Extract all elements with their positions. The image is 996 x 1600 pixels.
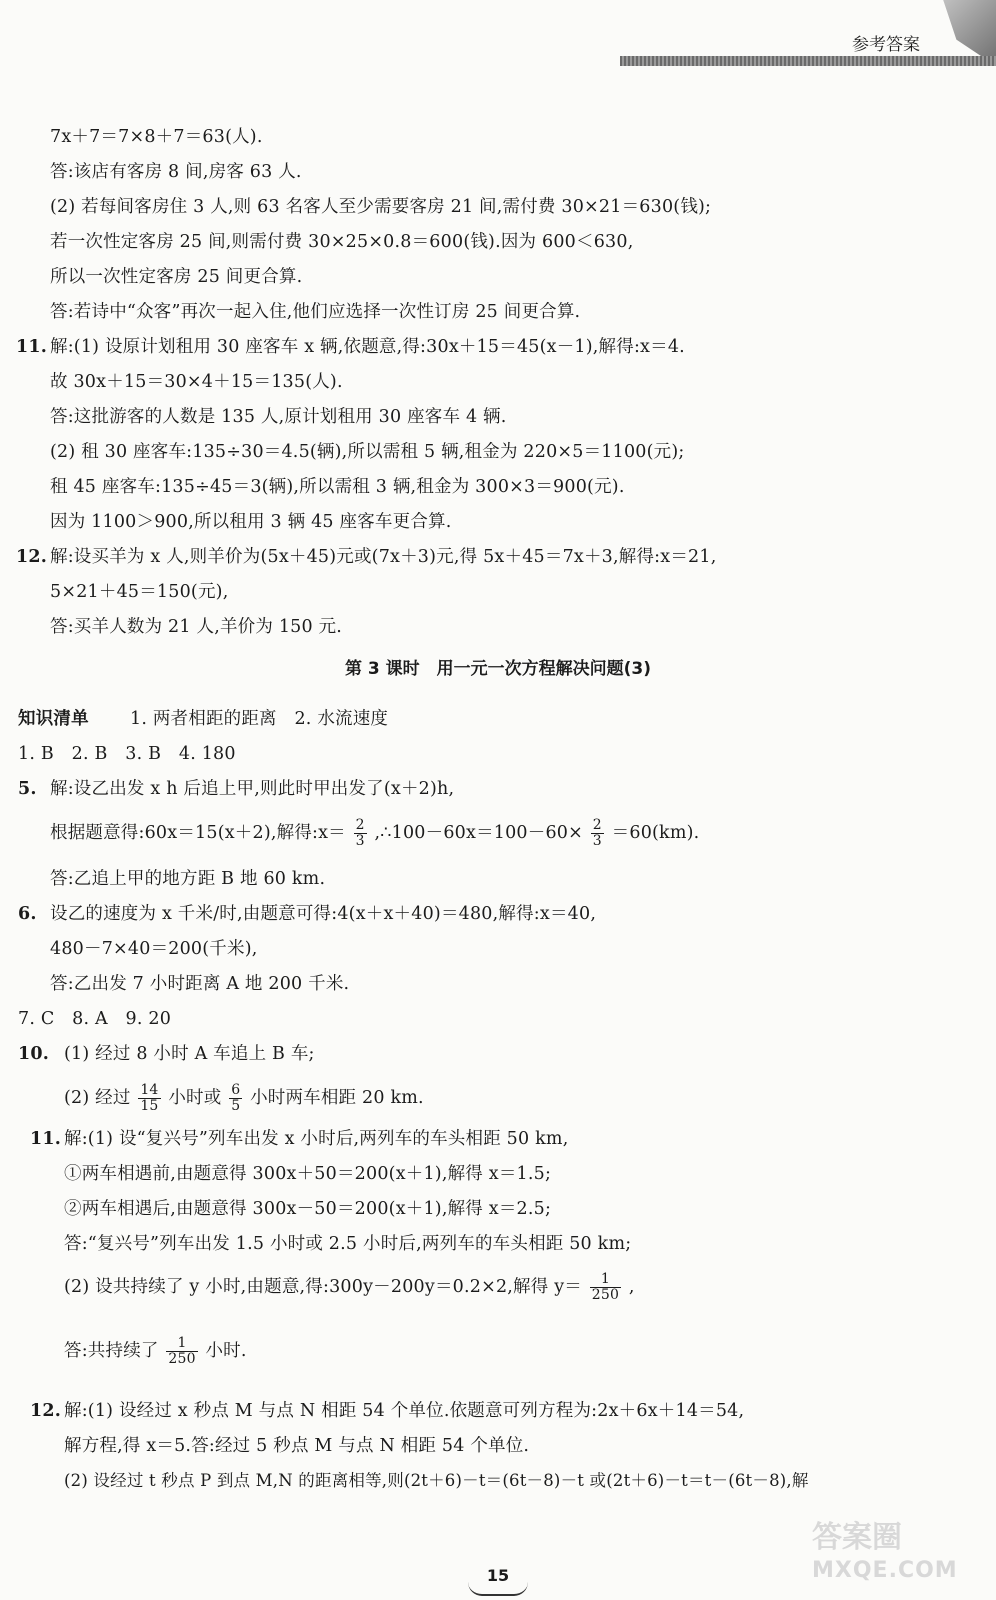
text-line: 解:设买羊为 x 人,则羊价为(5x＋45)元或(7x＋3)元,得 5x＋45＝7x＋3,解得:x＝21, — [50, 547, 717, 567]
fraction-denominator: 5 — [231, 1098, 241, 1114]
question-number: 11. — [30, 1129, 62, 1149]
text-segment: 小时或 — [168, 1088, 222, 1108]
text-segment: , — [628, 1277, 635, 1297]
text-line: (2) 设经过 t 秒点 P 到点 M,N 的距离相等,则(2t＋6)－t＝(6t－8)－t 或(2t＋6)－t＝t－(6t－8),解 — [64, 1471, 809, 1490]
text-line: 答:若诗中“众客”再次一起入住,他们应选择一次性订房 25 间更合算. — [50, 302, 581, 322]
knowledge-list-label: 知识清单 — [18, 709, 89, 729]
text-line: 租 45 座客车:135÷45＝3(辆),所以需租 3 辆,租金为 300×3＝900(元). — [50, 477, 625, 497]
text-line: 1. B 2. B 3. B 4. 180 — [18, 744, 236, 764]
text-line: 答:买羊人数为 21 人,羊价为 150 元. — [50, 617, 343, 637]
text-line-with-fractions — [64, 1083, 424, 1114]
text-segment: 根据题意得:60x＝15(x＋2),解得:x＝ — [50, 823, 346, 843]
fraction-numerator: 2 — [592, 817, 602, 833]
fraction-denominator: 15 — [140, 1098, 159, 1114]
fraction — [138, 1083, 160, 1114]
text-line: (2) 若每间客房住 3 人,则 63 名客人至少需要客房 21 间,需付费 30×21＝630(钱); — [50, 197, 712, 217]
text-line: 答:“复兴号”列车出发 1.5 小时或 2.5 小时后,两列车的车头相距 50 km; — [64, 1234, 632, 1254]
text-segment: ,∴100－60x＝100－60× — [374, 823, 584, 843]
text-segment: 答:共持续了 — [64, 1341, 159, 1361]
text-line: 答:这批游客的人数是 135 人,原计划租用 30 座客车 4 辆. — [50, 407, 507, 427]
text-line: 480－7×40＝200(千米), — [50, 939, 258, 959]
fraction — [591, 818, 604, 849]
text-line: 7. C 8. A 9. 20 — [18, 1009, 172, 1029]
text-line-with-fractions — [64, 1272, 635, 1303]
text-line: ②两车相遇后,由题意得 300x－50＝200(x＋1),解得 x＝2.5; — [64, 1199, 552, 1219]
section-title: 第 3 课时 用一元一次方程解决问题(3) — [344, 659, 652, 679]
text-line: (2) 租 30 座客车:135÷30＝4.5(辆),所以需租 5 辆,租金为 220×5＝1100(元); — [50, 442, 685, 462]
text-line: 答:乙出发 7 小时距离 A 地 200 千米. — [50, 974, 350, 994]
watermark-main: 答案圈 — [812, 1520, 902, 1555]
question-number: 10. — [18, 1044, 50, 1064]
text-line: 答:乙追上甲的地方距 B 地 60 km. — [50, 869, 326, 889]
text-line: 7x＋7＝7×8＋7＝63(人). — [50, 127, 263, 147]
page-number: 15 — [468, 1566, 528, 1596]
text-line: 解:(1) 设“复兴号”列车出发 x 小时后,两列车的车头相距 50 km, — [64, 1129, 569, 1149]
fraction-numerator: 14 — [140, 1082, 159, 1098]
text-line: 解:(1) 设经过 x 秒点 M 与点 N 相距 54 个单位.依题意可列方程为:2x＋6x＋14＝54, — [64, 1401, 745, 1421]
text-line: 故 30x＋15＝30×4＋15＝135(人). — [50, 372, 343, 392]
text-line: (1) 经过 8 小时 A 车追上 B 车; — [64, 1044, 315, 1064]
watermark-url: MXQE.COM — [812, 1558, 958, 1583]
fraction — [354, 818, 367, 849]
question-number: 12. — [30, 1401, 62, 1421]
fraction-denominator: 3 — [355, 833, 365, 849]
fraction-denominator: 250 — [591, 1287, 620, 1303]
watermark-logo — [812, 1518, 958, 1584]
text-line: 解方程,得 x＝5.答:经过 5 秒点 M 与点 N 相距 54 个单位. — [64, 1436, 530, 1456]
text-line: 解:设乙出发 x h 后追上甲,则此时甲出发了(x＋2)h, — [50, 779, 455, 799]
text-line: 解:(1) 设原计划租用 30 座客车 x 辆,依题意,得:30x＋15＝45(x－1),解得:x＝4. — [50, 337, 685, 357]
text-segment: ＝60(km). — [611, 823, 700, 843]
header-bar — [620, 56, 996, 66]
fraction — [590, 1272, 621, 1303]
text-segment: (2) 经过 — [64, 1088, 131, 1108]
text-segment: 小时. — [205, 1341, 247, 1361]
fraction-numerator: 1 — [590, 1272, 621, 1288]
text-line: 设乙的速度为 x 千米/时,由题意可得:4(x＋x＋40)＝480,解得:x＝40, — [50, 904, 597, 924]
fraction-denominator: 3 — [592, 833, 602, 849]
fraction — [166, 1336, 197, 1367]
fraction-numerator: 6 — [231, 1082, 241, 1098]
question-number: 11. — [16, 337, 48, 357]
fraction-denominator: 250 — [168, 1351, 196, 1367]
fraction-numerator: 1 — [166, 1336, 197, 1352]
text-line: 5×21＋45＝150(元), — [50, 582, 229, 602]
question-number: 5. — [18, 779, 37, 799]
fraction-numerator: 2 — [355, 817, 365, 833]
fraction — [229, 1083, 242, 1114]
text-line-with-fractions — [50, 818, 699, 849]
text-line: 若一次性定客房 25 间,则需付费 30×25×0.8＝600(钱).因为 600＜630, — [50, 232, 634, 252]
text-segment: (2) 设共持续了 y 小时,由题意,得:300y－200y＝0.2×2,解得 y＝ — [64, 1277, 583, 1297]
text-line: 1. 两者相距的距离 2. 水流速度 — [130, 709, 389, 729]
text-line: 答:该店有客房 8 间,房客 63 人. — [50, 162, 302, 182]
text-line-with-fractions — [64, 1336, 247, 1367]
header-label: 参考答案 — [852, 35, 920, 55]
text-line: 因为 1100＞900,所以租用 3 辆 45 座客车更合算. — [50, 512, 452, 532]
question-number: 12. — [16, 547, 48, 567]
question-number: 6. — [18, 904, 37, 924]
text-line: 所以一次性定客房 25 间更合算. — [50, 267, 303, 287]
text-line: ①两车相遇前,由题意得 300x＋50＝200(x＋1),解得 x＝1.5; — [64, 1164, 552, 1184]
text-segment: 小时两车相距 20 km. — [250, 1088, 424, 1108]
